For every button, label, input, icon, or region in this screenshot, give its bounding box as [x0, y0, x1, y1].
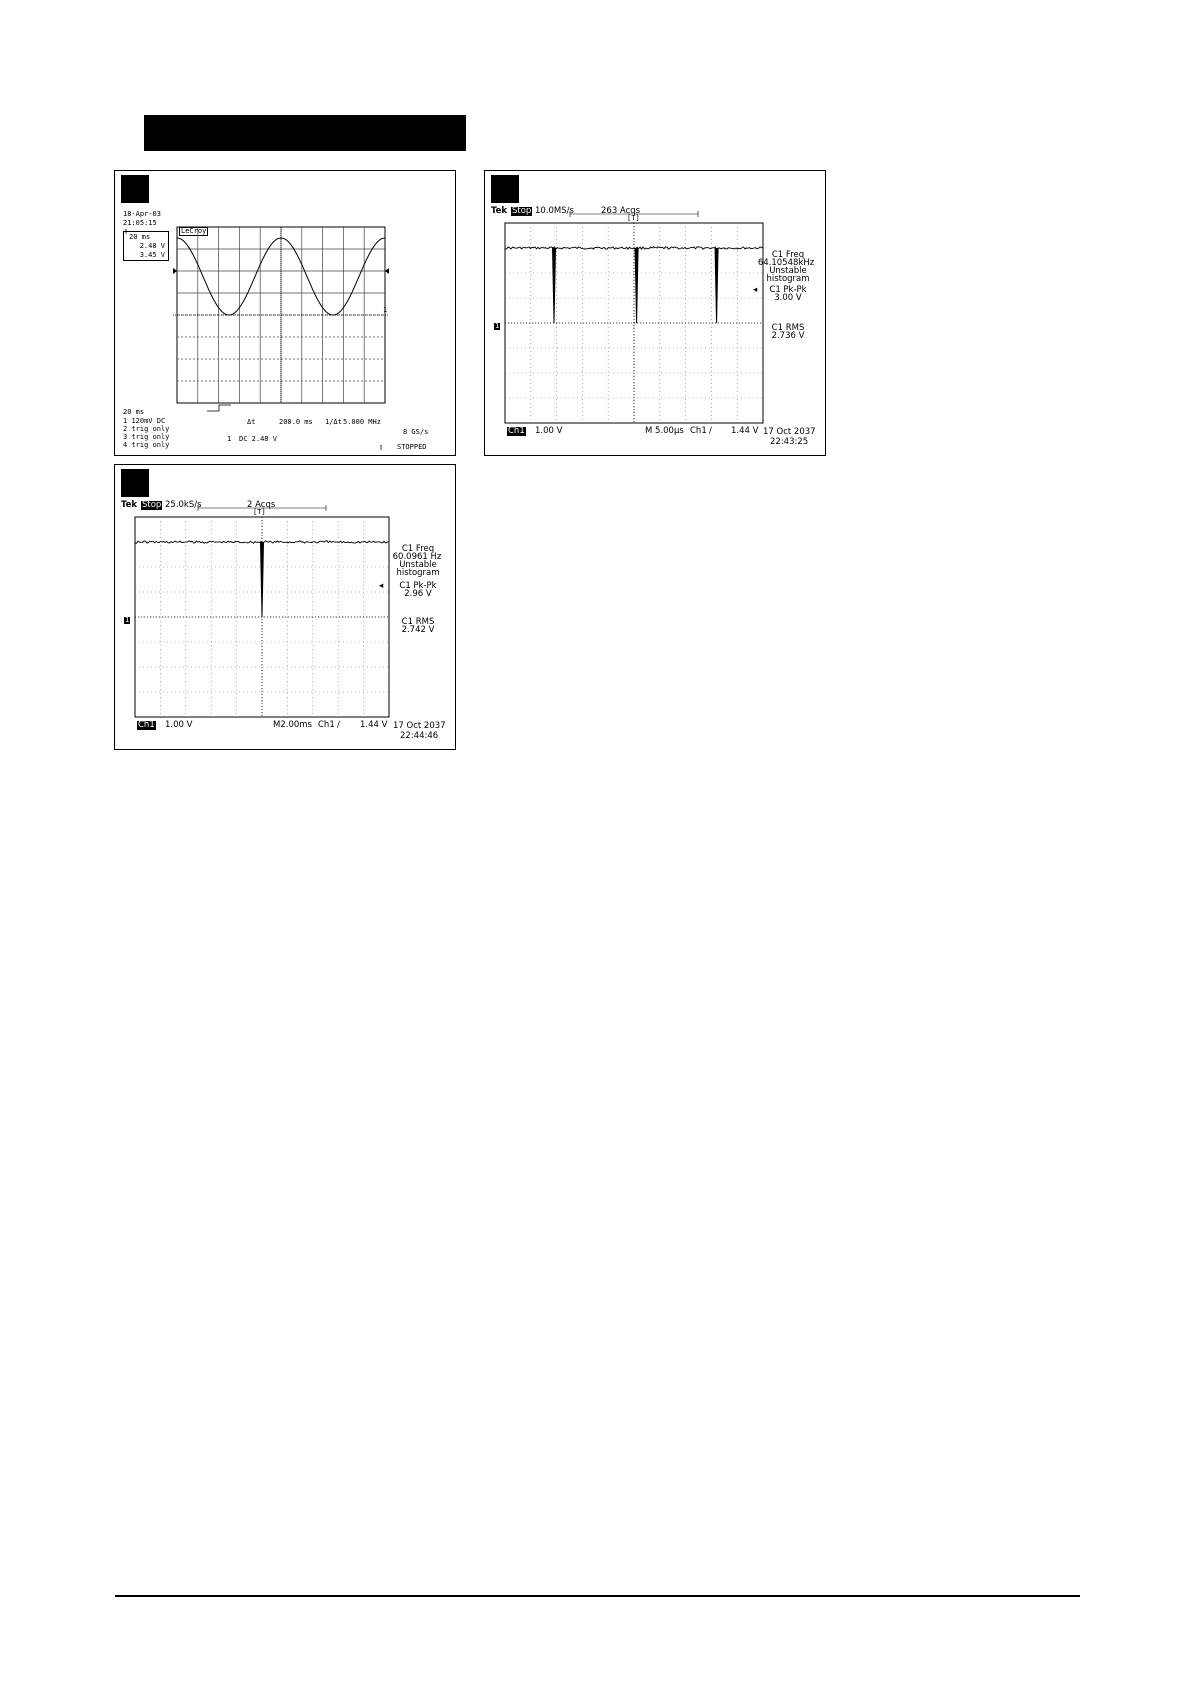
- channel-label: Ch1: [508, 426, 525, 436]
- channel-3-setting: 3 trig only: [123, 433, 170, 441]
- meas-pkpk-label: C1 Pk-Pk: [769, 285, 807, 295]
- footer-rule: [115, 1595, 1080, 1597]
- sample-rate: 8 GS/s: [403, 428, 429, 436]
- scope-panel-c: [114, 464, 456, 750]
- trigger-level: 1.44 V: [360, 720, 388, 730]
- delta-t-label: Δt: [247, 418, 256, 426]
- time: 22:44:46: [400, 731, 439, 741]
- channel-1-setting: 1 120mV DC: [123, 417, 166, 425]
- acquisition-count: 2 Acqs: [247, 500, 276, 510]
- meas-pkpk-label: C1 Pk-Pk: [399, 581, 437, 591]
- signal-pulse: [715, 248, 718, 323]
- section-title-bar: [144, 115, 466, 151]
- meas-freq-note-2: histogram: [766, 274, 810, 284]
- trigger-level: DC 2.48 V: [239, 435, 277, 443]
- trigger-channel: 1: [227, 435, 232, 443]
- meas-freq-label: C1 Freq: [771, 250, 805, 260]
- time: 21:05:15: [123, 219, 157, 227]
- inverse-delta-t-label: 1/Δt: [325, 418, 342, 426]
- meas-pkpk-value: 2.96 V: [404, 589, 432, 599]
- sample-rate: 25.0kS/s: [165, 500, 202, 510]
- volts-per-div: 1.00 V: [165, 720, 193, 730]
- meas-freq-note-2: histogram: [396, 568, 440, 578]
- status-text: STOPPED: [397, 443, 427, 451]
- acquisition-count: 263 Acqs: [601, 206, 641, 216]
- channel-2-setting: 2 trig only: [123, 425, 170, 433]
- trigger-source: Ch1: [318, 720, 335, 730]
- timebase-left: 20 ms: [123, 408, 145, 416]
- meas-freq-note-1: Unstable: [399, 560, 437, 570]
- trigger-level-arrow-right: [385, 268, 389, 274]
- frequency-value: 5.000 MHz: [343, 418, 381, 426]
- signal-pulse: [261, 542, 264, 617]
- meas-freq-value: 60.0961 Hz: [392, 552, 442, 562]
- meas-rms-value: 2.742 V: [401, 625, 435, 635]
- signal-pulse: [635, 248, 638, 323]
- brand-label: Tek: [491, 206, 508, 216]
- cursor-box-marker: ▯: [124, 227, 129, 235]
- date: 18-Apr-03: [123, 210, 161, 218]
- meas-pkpk-value: 3.00 V: [774, 293, 802, 303]
- trigger-source: Ch1: [690, 426, 707, 436]
- timebase: M 5.00µs: [645, 426, 684, 436]
- brand-label: Tek: [121, 500, 138, 510]
- level-arrow: ◂: [753, 285, 758, 295]
- channel-ground-marker: 1: [125, 616, 130, 624]
- trigger-level: 1.44 V: [731, 426, 759, 436]
- channel-ground-marker: 1: [495, 322, 500, 330]
- volts-per-div: 1.00 V: [535, 426, 563, 436]
- trigger-level-arrow-left: [173, 268, 177, 274]
- cursor-line-2: 2.48 V: [139, 242, 165, 250]
- time: 22:43:25: [770, 437, 809, 447]
- marker-1-right: 1: [383, 306, 388, 314]
- meas-freq-note-1: Unstable: [769, 266, 807, 276]
- scope-panel-a: [114, 170, 456, 456]
- cursor-line-1: 20 ms: [129, 233, 151, 241]
- meas-freq-value: 64.10548kHz: [757, 258, 815, 268]
- trigger-slope-icon: ∕: [337, 720, 340, 730]
- trigger-slope-icon: ∕: [709, 426, 712, 436]
- signal-pulse: [553, 248, 556, 323]
- channel-label: Ch1: [138, 720, 155, 730]
- meas-rms-label: C1 RMS: [401, 617, 435, 627]
- trigger-position-marker: [T]: [627, 214, 640, 222]
- trigger-position-marker: [T]: [253, 508, 266, 516]
- level-arrow: ◂: [379, 581, 384, 591]
- waveform-display-b: [485, 171, 825, 455]
- meas-rms-value: 2.736 V: [771, 331, 805, 341]
- lecroy-label: LeCroy: [181, 227, 207, 235]
- timebase: M2.00ms: [273, 720, 312, 730]
- delta-t-value: 200.0 ms: [279, 418, 313, 426]
- status-indicator: ▯: [379, 443, 384, 451]
- meas-freq-label: C1 Freq: [401, 544, 435, 554]
- sample-rate: 10.0MS/s: [535, 206, 574, 216]
- waveform-display-a: [115, 171, 455, 455]
- scope-panel-b: [484, 170, 826, 456]
- channel-4-setting: 4 trig only: [123, 441, 170, 449]
- trigger-edge-icon: [207, 405, 231, 411]
- date: 17 Oct 2037: [763, 427, 816, 437]
- cursor-line-3: 3.45 V: [139, 251, 165, 259]
- meas-rms-label: C1 RMS: [771, 323, 805, 333]
- state-label: Stop: [512, 206, 532, 216]
- date: 17 Oct 2037: [393, 721, 446, 731]
- state-label: Stop: [142, 500, 162, 510]
- waveform-display-c: [115, 465, 455, 749]
